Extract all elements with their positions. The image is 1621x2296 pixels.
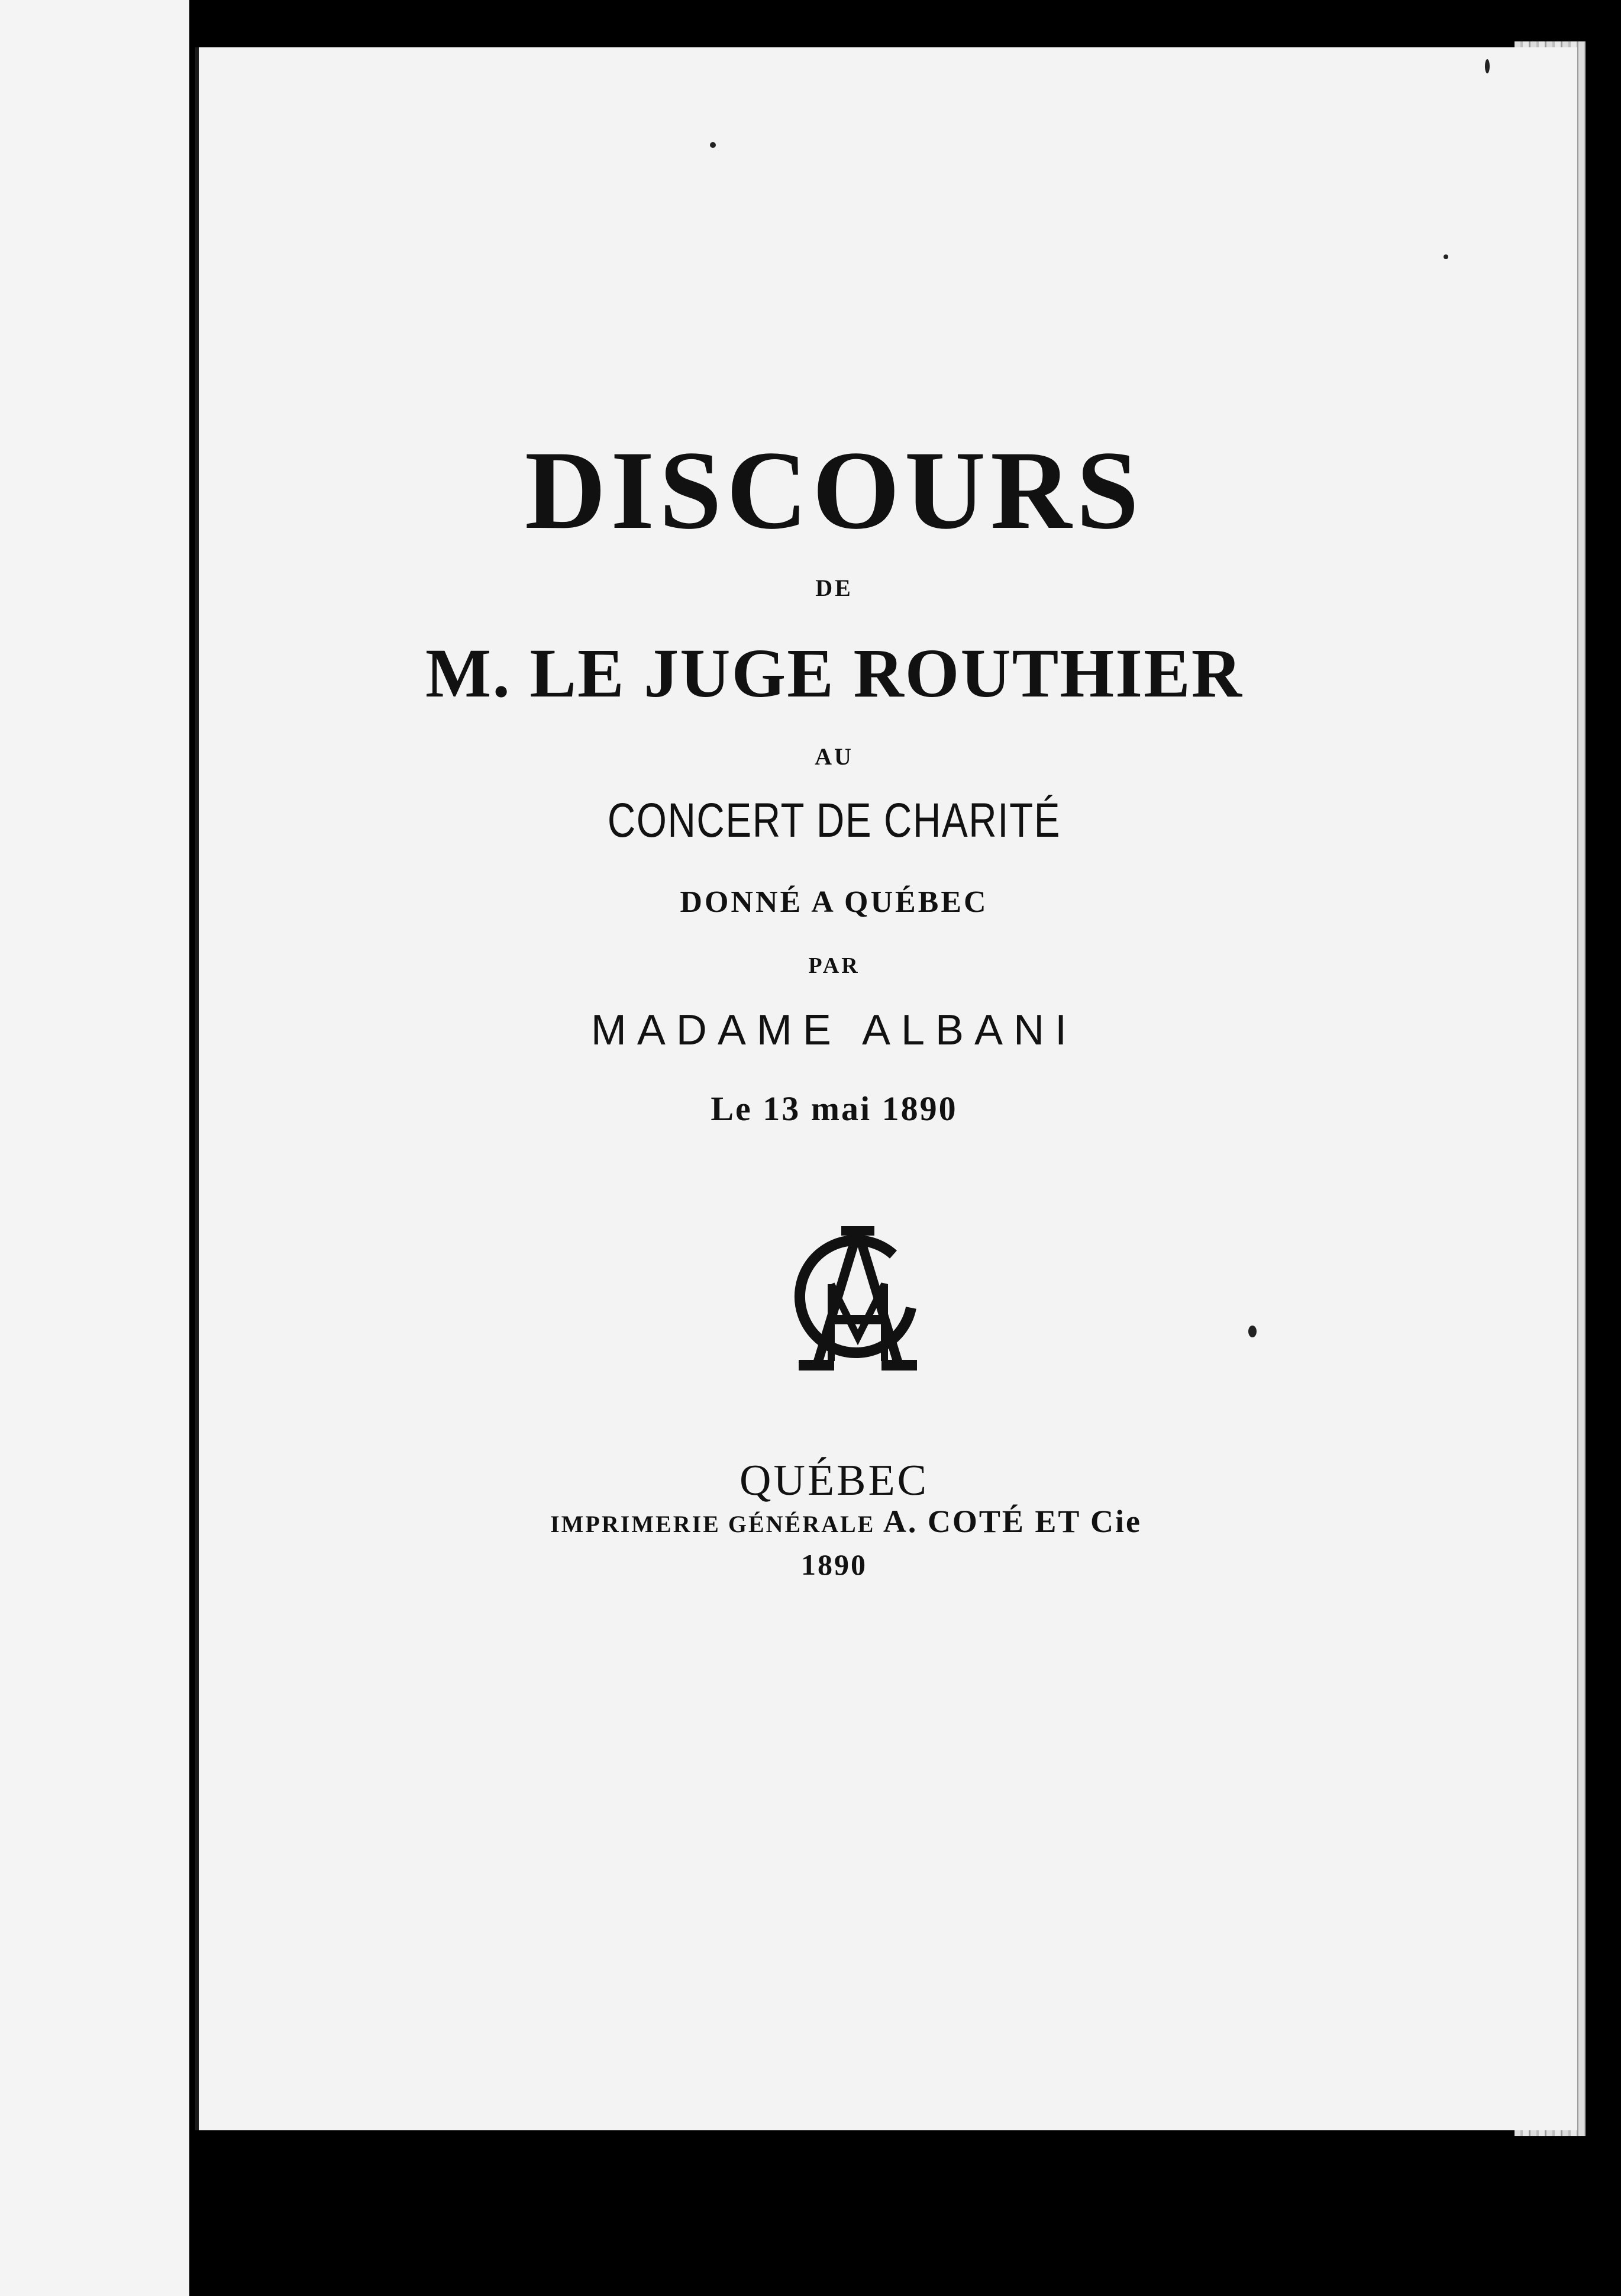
printer-label: IMPRIMERIE GÉNÉRALE [550, 1511, 876, 1537]
imprint-printer [219, 1503, 1473, 1540]
event-date: Le 13 mai 1890 [711, 1089, 958, 1128]
printer-suffix: Cie [1090, 1504, 1142, 1539]
imprint-year: 1890 [801, 1548, 867, 1581]
publisher-monogram-icon [775, 1219, 941, 1385]
performer-name: MADAME ALBANI [590, 1007, 1078, 1054]
event-place: DONNÉ A QUÉBEC [680, 885, 989, 919]
imprint-city: QUÉBEC [740, 1456, 929, 1505]
title-heading: DISCOURS [525, 428, 1144, 553]
connector-par: PAR [808, 953, 860, 978]
event-name: CONCERT DE CHARITÉ [607, 794, 1061, 847]
title-text-block [195, 0, 1473, 2130]
printer-name: A. COTÉ ET [883, 1504, 1081, 1539]
author-name: M. LE JUGE ROUTHIER [425, 634, 1244, 712]
scan-left-margin [0, 0, 189, 2296]
connector-au: AU [815, 743, 854, 770]
connector-de: DE [815, 575, 853, 601]
paper-speck [1485, 59, 1490, 73]
